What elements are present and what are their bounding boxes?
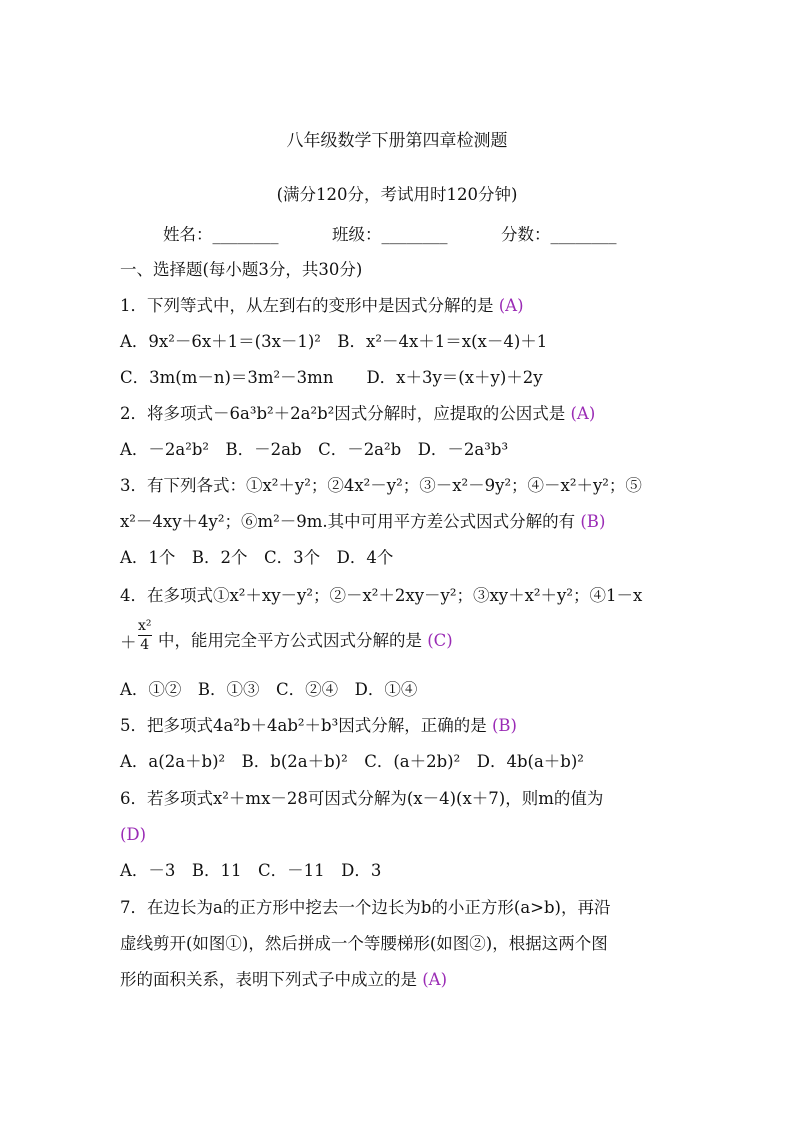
question-5-stem: 5．把多项式4a²b＋4ab²＋b³因式分解，正确的是 xyxy=(120,716,492,735)
question-5 xyxy=(120,715,517,737)
class-field: 班级：________ xyxy=(332,225,448,244)
question-1-options-cd: C．3m(m－n)＝3m²－3mn D．x＋3y＝(x＋y)＋2y xyxy=(120,368,543,387)
question-2 xyxy=(120,403,595,425)
question-2-options: A．－2a²b² B．－2ab C．－2a²b D．－2a³b³ xyxy=(120,440,509,459)
question-7-line-3 xyxy=(120,969,447,991)
question-2-stem: 2．将多项式－6a³b²＋2a²b²因式分解时，应提取的公因式是 xyxy=(120,404,571,423)
score-field: 分数：________ xyxy=(501,225,617,244)
question-1 xyxy=(120,295,524,317)
question-1-stem: 1．下列等式中，从左到右的变形中是因式分解的是 xyxy=(120,296,499,315)
page-subtitle: (满分120分，考试用时120分钟) xyxy=(276,185,518,204)
fraction-numerator: x² xyxy=(138,618,152,634)
fraction-denominator: 4 xyxy=(140,637,150,653)
question-1-answer: (A) xyxy=(498,296,524,315)
question-1-options-ab: A．9x²－6x＋1＝(3x－1)² B．x²－4x＋1＝x(x－4)＋1 xyxy=(120,332,548,351)
question-7-answer: (A) xyxy=(422,970,448,989)
question-3-line-1: 3．有下列各式：①x²＋y²；②4x²－y²；③－x²－9y²；④－x²＋y²；⑤ xyxy=(120,476,642,495)
fraction-bar xyxy=(138,635,152,636)
question-6-options: A．－3 B．11 C．－11 D．3 xyxy=(120,861,382,880)
question-6-line-1: 6．若多项式x²＋mx－28可因式分解为(x－4)(x＋7)，则m的值为 xyxy=(120,789,604,808)
question-4-line-1: 4．在多项式①x²＋xy－y²；②－x²＋2xy－y²；③xy＋x²＋y²；④1－x xyxy=(120,586,643,605)
section-heading: 一、选择题(每小题3分，共30分) xyxy=(120,260,363,279)
page-title: 八年级数学下册第四章检测题 xyxy=(286,131,508,151)
question-3-stem: x²－4xy＋4y²；⑥m²－9m.其中可用平方差公式因式分解的有 xyxy=(120,512,581,531)
name-field: 姓名：________ xyxy=(163,225,279,244)
question-7-stem: 形的面积关系，表明下列式子中成立的是 xyxy=(120,970,423,989)
question-5-options: A．a(2a＋b)² B．b(2a＋b)² C．(a＋2b)² D．4b(a＋b)² xyxy=(120,752,584,771)
question-7-line-2: 虚线剪开(如图①)，然后拼成一个等腰梯形(如图②)，根据这两个图 xyxy=(120,934,608,953)
question-3-answer: (B) xyxy=(580,512,606,531)
fraction-x2-over-4 xyxy=(138,618,152,653)
question-4-answer: (C) xyxy=(427,631,453,650)
question-4-options: A．①② B．①③ C．②④ D．①④ xyxy=(120,680,418,699)
question-2-answer: (A) xyxy=(570,404,596,423)
question-3-options: A．1个 B．2个 C．3个 D．4个 xyxy=(120,548,394,567)
question-4-plus: ＋ xyxy=(120,633,137,652)
question-3-line-2 xyxy=(120,511,605,533)
question-5-answer: (B) xyxy=(491,716,517,735)
question-7-line-1: 7．在边长为a的正方形中挖去一个边长为b的小正方形(a>b)，再沿 xyxy=(120,898,611,917)
question-6-answer: (D) xyxy=(120,825,147,844)
question-4-stem: 中，能用完全平方公式因式分解的是 xyxy=(158,631,428,650)
